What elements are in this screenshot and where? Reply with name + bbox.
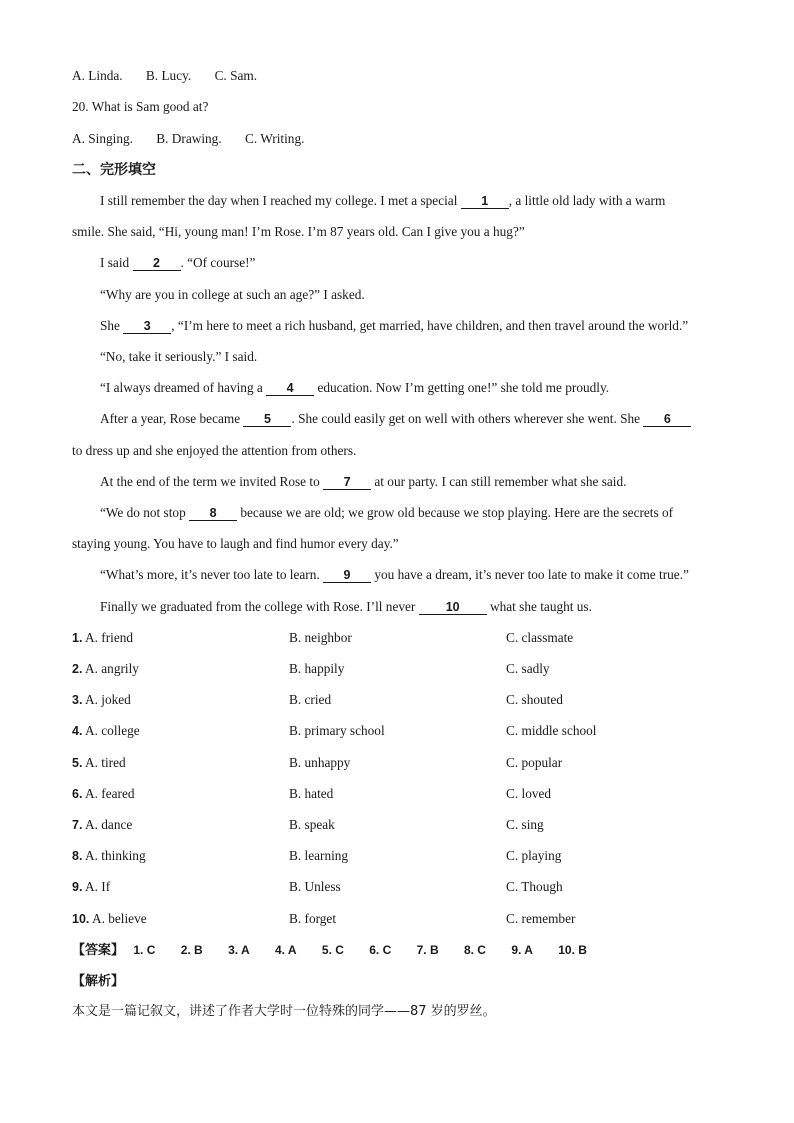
choice-number: 6. [72,787,83,801]
blank-8: 8 [189,506,237,521]
choice-2-c: C. sadly [506,661,550,676]
choice-7-b: B. speak [289,817,335,832]
q19-options [72,67,277,85]
choice-10-c: C. remember [506,911,576,926]
passage-line [100,192,665,210]
q19-option-a: A. Linda. [72,68,123,83]
passage-line: staying young. You have to laugh and find humor every day.” [72,536,399,551]
passage-line [100,254,255,272]
passage-text: at our party. I can still remember what she said. [371,474,627,489]
choice-7-c: C. sing [506,817,544,832]
choice-text: A. thinking [85,848,146,863]
passage-text: Finally we graduated from the college with Rose. I’ll never [100,599,419,614]
blank-1: 1 [461,194,509,209]
passage-text: you have a dream, it’s never too late to make it come true.” [371,567,689,582]
choice-10-a [72,910,147,928]
choice-9-b: B. Unless [289,879,341,894]
choice-number: 10. [72,912,90,926]
answer-item: 1. C [133,943,156,957]
choice-number: 5. [72,756,83,770]
blank-9: 9 [323,568,371,583]
choice-3-c: C. shouted [506,692,563,707]
choice-4-b: B. primary school [289,723,385,738]
choice-6-a [72,785,135,803]
choice-9-c: C. Though [506,879,563,894]
answer-item: 4. A [274,943,297,957]
choice-text: A. feared [85,786,135,801]
choice-3-a [72,691,131,709]
q20-options [72,130,324,148]
choice-text: A. joked [85,692,131,707]
answer-item: 5. C [321,943,344,957]
passage-text: At the end of the term we invited Rose to [100,474,324,489]
answer-label: 【答案】 [72,943,125,958]
q20-option-c: C. Writing. [244,131,305,146]
q20-option-b: B. Drawing. [156,131,222,146]
passage-text: I said [100,255,133,270]
blank-6: 6 [643,412,691,427]
blank-5: 5 [243,412,291,427]
choice-number: 1. [72,631,83,645]
choice-3-b: B. cried [289,692,332,707]
passage-text: , a little old lady with a warm [508,193,666,208]
choice-8-c: C. playing [506,848,562,863]
answer-item: 7. B [416,943,439,957]
choice-4-c: C. middle school [506,723,597,738]
choice-number: 8. [72,849,83,863]
passage-text: what she taught us. [486,599,592,614]
passage-line: “No, take it seriously.” I said. [100,349,258,364]
passage-line: to dress up and she enjoyed the attention from others. [72,443,357,458]
q19-option-c: C. Sam. [214,68,258,83]
passage-line [100,410,691,428]
blank-3: 3 [123,319,171,334]
blank-7: 7 [323,475,371,490]
passage-line [100,317,688,335]
choice-number: 7. [72,818,83,832]
choice-number: 3. [72,693,83,707]
passage-text: . She could easily get on well with others wherever she went. She [291,411,644,426]
choice-text: A. friend [85,630,134,645]
blank-4: 4 [266,381,314,396]
choice-8-b: B. learning [289,848,349,863]
choice-text: A. college [85,723,140,738]
blank-10: 10 [419,600,487,615]
passage-text: , “I’m here to meet a rich husband, get married, have children, and then travel around the world.” [171,318,689,333]
answer-item: 10. B [558,943,587,957]
passage-text: “I always dreamed of having a [100,380,267,395]
choice-1-c: C. classmate [506,630,574,645]
analysis-text: 本文是一篇记叙文，讲述了作者大学时一位特殊的同学——87 岁的罗丝。 [72,1004,496,1019]
answer-item: 9. A [511,943,533,957]
answer-item: 3. A [228,943,250,957]
choice-1-a [72,629,133,647]
passage-text: After a year, Rose became [100,411,244,426]
choice-text: A. If [85,879,111,894]
q19-option-b: B. Lucy. [145,68,192,83]
passage-line [100,566,689,584]
passage-text: She [100,318,124,333]
choice-text: A. believe [91,911,147,926]
q20-option-a: A. Singing. [72,131,133,146]
choice-10-b: B. forget [289,911,337,926]
choice-9-a [72,878,110,896]
answer-item: 2. B [180,943,203,957]
choice-2-b: B. happily [289,661,345,676]
choice-number: 9. [72,880,83,894]
analysis-label-text: 【解析】 [72,974,125,989]
choice-number: 4. [72,724,83,738]
passage-line [100,598,592,616]
passage-line [100,473,626,491]
choice-4-a [72,722,140,740]
choice-number: 2. [72,662,83,676]
analysis-label [72,972,130,991]
passage-text: “What’s more, it’s never too late to learn. [100,567,324,582]
q20-question: 20. What is Sam good at? [72,99,209,114]
passage-text: . “Of course!” [180,255,256,270]
choice-6-c: C. loved [506,786,552,801]
blank-2: 2 [133,256,181,271]
choice-7-a [72,816,132,834]
choice-8-a [72,847,146,865]
passage-text: I still remember the day when I reached my college. I met a special [100,193,461,208]
choice-text: A. angrily [85,661,139,676]
choice-5-c: C. popular [506,755,563,770]
choice-6-b: B. hated [289,786,334,801]
choice-text: A. dance [85,817,133,832]
answer-row [72,941,609,960]
passage-text: “We do not stop [100,505,190,520]
passage-text: education. Now I’m getting one!” she told me proudly. [314,380,610,395]
passage-line [100,504,673,522]
choice-text: A. tired [85,755,126,770]
answer-item: 8. C [463,943,486,957]
answer-item: 6. C [369,943,392,957]
choice-5-a [72,754,126,772]
passage-line [100,379,609,397]
choice-1-b: B. neighbor [289,630,352,645]
choice-5-b: B. unhappy [289,755,351,770]
passage-line: smile. She said, “Hi, young man! I’m Rose. I’m 87 years old. Can I give you a hug?” [72,224,525,239]
passage-text: because we are old; we grow old because we stop playing. Here are the secrets of [237,505,674,520]
section-title: 二、完形填空 [72,162,156,178]
passage-line: “Why are you in college at such an age?” I asked. [100,287,365,302]
choice-2-a [72,660,139,678]
